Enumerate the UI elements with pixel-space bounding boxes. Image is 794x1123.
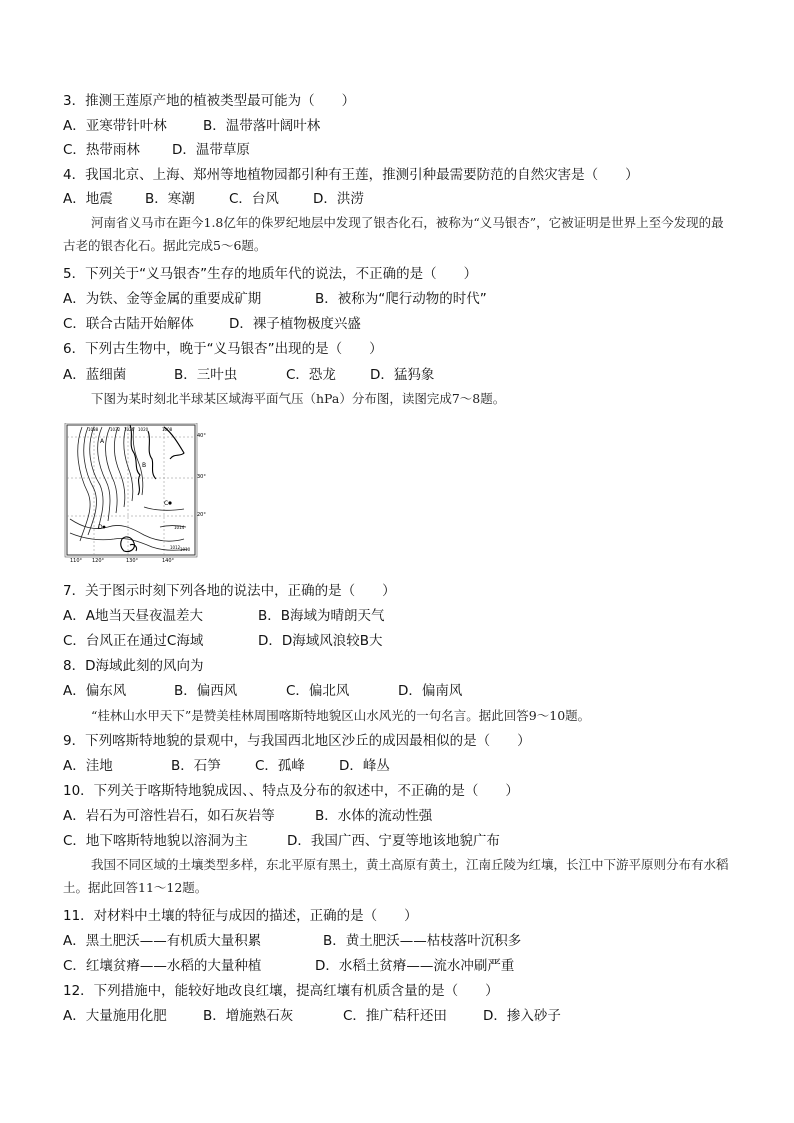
isobar-label: 1014 (174, 525, 185, 530)
question-7-stem: 7．关于图示时刻下列各地的说法中，正确的是（ ） (63, 583, 396, 599)
question-8-options (63, 682, 462, 700)
question-4-stem: 4．我国北京、上海、郑州等地植物园都引种有王莲，推测引种最需要防范的自然灾害是（ ） (63, 167, 639, 183)
point-label-a: A (100, 438, 105, 445)
lat-label: 40° (197, 433, 206, 439)
passage-pressure-map: 下图为某时刻北半球某区域海平面气压（hPa）分布图，读图完成7～8题。 (91, 391, 506, 406)
question-4-options (63, 190, 364, 208)
option-d[interactable]: D．裸子植物极度兴盛 (229, 316, 361, 332)
option-c[interactable]: C．联合古陆开始解体 (63, 316, 194, 332)
option-a[interactable]: A．地震 (63, 191, 113, 207)
option-b[interactable]: B．温带落叶阔叶林 (203, 118, 321, 134)
option-a[interactable]: A．蓝细菌 (63, 367, 127, 383)
question-12-stem: 12．下列措施中，能较好地改良红壤，提高红壤有机质含量的是（ ） (63, 983, 499, 999)
question-11-options-row-1 (63, 932, 521, 950)
question-3-options-row-2 (63, 141, 250, 159)
question-5-stem: 5．下列关于“义马银杏”生存的地质年代的说法，不正确的是（ ） (63, 266, 478, 282)
question-8-stem: 8．D海域此刻的风向为 (63, 658, 204, 674)
question-10-stem: 10．下列关于喀斯特地貌成因、、特点及分布的叙述中，不正确的是（ ） (63, 783, 519, 799)
option-a[interactable]: A．洼地 (63, 758, 113, 774)
question-3-options-row-1 (63, 117, 320, 135)
question-11-stem: 11．对材料中土壤的特征与成因的描述，正确的是（ ） (63, 908, 418, 924)
option-b[interactable]: B．黄土肥沃——枯枝落叶沉积多 (323, 933, 522, 949)
option-a[interactable]: A．为铁、金等金属的重要成矿期 (63, 291, 262, 307)
question-3-stem: 3．推测王莲原产地的植被类型最可能为（ ） (63, 93, 356, 109)
passage-soil: 我国不同区域的土壤类型多样，东北平原有黑土，黄土高原有黄土，江南丘陵为红壤，长江中下游平原则分布有水稻土。据此回答11～12题。 (63, 857, 729, 895)
question-9-options (63, 757, 390, 775)
option-c[interactable]: C．台风正在通过C海域 (63, 633, 204, 649)
option-c[interactable]: C．红壤贫瘠——水稻的大量种植 (63, 958, 262, 974)
option-b[interactable]: B．被称为“爬行动物的时代” (315, 291, 487, 307)
option-c[interactable]: C．偏北风 (286, 683, 350, 699)
point-label-d: D (98, 524, 103, 531)
option-d[interactable]: D．我国广西、宁夏等地该地貌广布 (287, 833, 500, 849)
question-10-options-row-2 (63, 832, 500, 850)
option-a[interactable]: A．大量施用化肥 (63, 1008, 167, 1024)
question-12-options (63, 1007, 561, 1025)
option-c[interactable]: C．台风 (229, 191, 279, 207)
option-d[interactable]: D．掺入砂子 (483, 1008, 561, 1024)
option-a[interactable]: A．A地当天昼夜温差大 (63, 608, 203, 624)
isobar-label: 1032 (110, 427, 121, 432)
option-a[interactable]: A．黑土肥沃——有机质大量积累 (63, 933, 262, 949)
sea-level-pressure-map (64, 423, 210, 563)
option-d[interactable]: D．峰丛 (339, 758, 390, 774)
question-5-options-row-2 (63, 315, 361, 333)
lat-label: 30° (197, 474, 206, 480)
option-c[interactable]: C．孤峰 (255, 758, 305, 774)
question-9-stem: 9．下列喀斯特地貌的景观中，与我国西北地区沙丘的成因最相似的是（ ） (63, 733, 531, 749)
isobar-label: 1020 (138, 427, 149, 432)
option-d[interactable]: D．水稻土贫瘠——流水冲刷严重 (315, 958, 515, 974)
question-11-options-row-2 (63, 957, 514, 975)
option-d[interactable]: D．洪涝 (313, 191, 364, 207)
option-c[interactable]: C．热带雨林 (63, 142, 140, 158)
passage-guilin: “桂林山水甲天下”是赞美桂林周围喀斯特地貌区山水风光的一句名言。据此回答9～10题。 (91, 708, 591, 723)
option-b[interactable]: B．三叶虫 (174, 367, 238, 383)
passage-ginkgo: 河南省义马市在距今1.8亿年的侏罗纪地层中发现了银杏化石，被称为“义马银杏”，它被证明是世界上至今发现的最古老的银杏化石。据此完成5～6题。 (63, 215, 724, 253)
option-a[interactable]: A．偏东风 (63, 683, 127, 699)
option-d[interactable]: D．D海域风浪较B大 (258, 633, 383, 649)
isobar-label: 1010 (180, 547, 191, 552)
option-a[interactable]: A．岩石为可溶性岩石，如石灰岩等 (63, 808, 275, 824)
lon-label: 140° (162, 558, 175, 563)
question-5-options-row-1 (63, 290, 487, 308)
isobar-label: 1008 (162, 427, 173, 432)
question-6-stem: 6．下列古生物中，晚于“义马银杏”出现的是（ ） (63, 341, 383, 357)
option-b[interactable]: B．增施熟石灰 (203, 1008, 294, 1024)
option-b[interactable]: B．寒潮 (145, 191, 195, 207)
option-d[interactable]: D．猛犸象 (370, 367, 435, 383)
question-7-options-row-1 (63, 607, 385, 625)
question-10-options-row-1 (63, 807, 432, 825)
lon-label: 110° (70, 558, 83, 563)
isobar-label: 1026 (124, 427, 135, 432)
option-b[interactable]: B．偏西风 (174, 683, 238, 699)
isobar-label: 1038 (88, 427, 99, 432)
option-b[interactable]: B．石笋 (171, 758, 221, 774)
option-a[interactable]: A．亚寒带针叶林 (63, 118, 167, 134)
option-c[interactable]: C．恐龙 (286, 367, 336, 383)
option-c[interactable]: C．地下喀斯特地貌以溶洞为主 (63, 833, 248, 849)
lat-label: 20° (197, 512, 206, 518)
option-c[interactable]: C．推广秸秆还田 (343, 1008, 447, 1024)
option-b[interactable]: B．B海域为晴朗天气 (258, 608, 385, 624)
point-label-c: C (164, 500, 169, 507)
isobar-label: 1012 (170, 545, 181, 550)
lon-label: 120° (92, 558, 105, 563)
option-b[interactable]: B．水体的流动性强 (315, 808, 433, 824)
lon-label: 130° (126, 558, 139, 563)
option-d[interactable]: D．偏南风 (398, 683, 463, 699)
option-d[interactable]: D．温带草原 (172, 142, 250, 158)
point-label-b: B (142, 462, 147, 469)
question-7-options-row-2 (63, 632, 383, 650)
question-6-options (63, 366, 434, 384)
